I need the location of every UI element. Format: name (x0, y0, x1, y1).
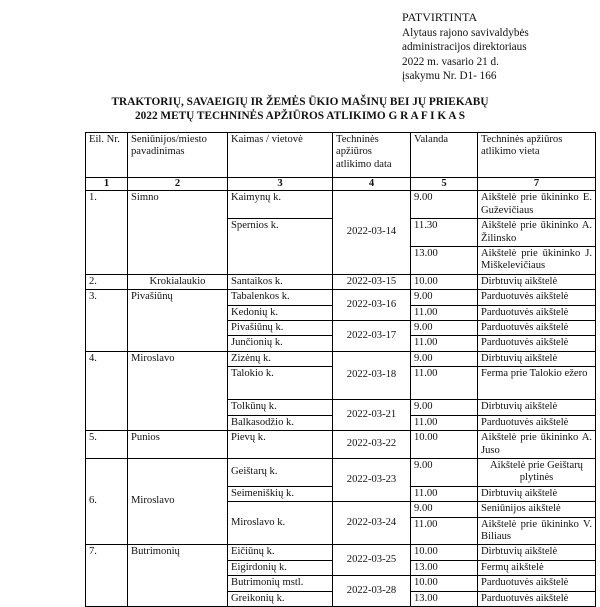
table-row (86, 191, 596, 219)
village-cell: Talokio k. (228, 367, 333, 400)
schedule-table (85, 132, 596, 607)
place-cell: Aikštelė prie ūkininko V. Biliaus (478, 517, 596, 545)
time-cell: 9.00 (411, 290, 478, 305)
table-row (86, 431, 596, 459)
approval-block (402, 10, 529, 84)
row-number: 6. (86, 458, 128, 544)
village-cell: Tolkūnų k. (228, 400, 333, 415)
place-cell: Aikštelė prie ūkininko A. Žilinsko (478, 219, 596, 247)
date-cell: 2022-03-14 (333, 191, 411, 274)
row-number: 1. (86, 191, 128, 274)
time-cell: 11.00 (411, 367, 478, 400)
time-cell: 11.00 (411, 517, 478, 545)
time-cell: 13.00 (411, 560, 478, 575)
village-cell: Tabalenkos k. (228, 290, 333, 305)
time-cell: 9.00 (411, 351, 478, 366)
village-cell: Junčionių k. (228, 336, 333, 351)
seniunija-cell: Butrimonių (128, 545, 228, 607)
time-cell: 9.00 (411, 502, 478, 517)
column-number: 2 (128, 178, 228, 191)
date-cell: 2022-03-21 (333, 400, 411, 431)
time-cell: 11.00 (411, 415, 478, 430)
table-row (86, 545, 596, 560)
village-cell: Eičiūnų k. (228, 545, 333, 560)
document-title (0, 95, 600, 123)
table-row (86, 290, 596, 305)
seniunija-cell: Miroslavo (128, 351, 228, 430)
seniunija-cell: Krokialaukio (128, 274, 228, 289)
date-cell: 2022-03-28 (333, 576, 411, 607)
place-cell: Dirbtuvių aikštelė (478, 351, 596, 366)
time-cell: 10.00 (411, 274, 478, 289)
place-cell: Dirbtuvių aikštelė (478, 486, 596, 501)
row-number: 2. (86, 274, 128, 289)
place-cell: Parduotuvės aikštelė (478, 415, 596, 430)
time-cell: 10.00 (411, 576, 478, 591)
header-cell: Seniūnijos/miesto pavadinimas (128, 133, 228, 178)
place-cell: Ferma prie Talokio ežero (478, 367, 596, 400)
time-cell: 10.00 (411, 431, 478, 459)
place-cell: Dirbtuvių aikštelė (478, 545, 596, 560)
time-cell: 9.00 (411, 321, 478, 336)
village-cell: Santaikos k. (228, 274, 333, 289)
approval-line: įsakymu Nr. D1- 166 (402, 70, 497, 83)
place-cell: Aikštelė prie Geištarų plytinės (478, 458, 596, 486)
date-cell: 2022-03-15 (333, 274, 411, 289)
place-cell: Aikštelė prie ūkininko E. Guževičiaus (478, 191, 596, 219)
time-cell: 9.00 (411, 458, 478, 486)
row-number: 3. (86, 290, 128, 352)
place-cell: Parduotuvės aikštelė (478, 290, 596, 305)
row-number: 4. (86, 351, 128, 430)
row-number: 7. (86, 545, 128, 607)
column-number: 3 (228, 178, 333, 191)
header-cell: Techninės apžiūros atlikimo vieta (478, 133, 596, 178)
time-cell: 13.00 (411, 591, 478, 606)
date-cell: 2022-03-23 (333, 458, 411, 501)
time-cell: 10.00 (411, 545, 478, 560)
village-cell: Pivašiūnų k. (228, 321, 333, 336)
header-cell: Kaimas / vietovė (228, 133, 333, 178)
village-cell: Eigirdonių k. (228, 560, 333, 575)
date-cell: 2022-03-24 (333, 502, 411, 545)
village-cell: Zizėnų k. (228, 351, 333, 366)
place-cell: Aikštelė prie ūkininko A. Juso (478, 431, 596, 459)
seniunija-cell: Pivašiūnų (128, 290, 228, 352)
time-cell: 11.00 (411, 486, 478, 501)
place-cell: Seniūnijos aikštelė (478, 502, 596, 517)
seniunija-cell: Simno (128, 191, 228, 274)
table-row (86, 458, 596, 486)
header-cell: Eil. Nr. (86, 133, 128, 178)
time-cell: 9.00 (411, 400, 478, 415)
place-cell: Fermų aikštelė (478, 560, 596, 575)
place-cell: Dirbtuvių aikštelė (478, 400, 596, 415)
time-cell: 13.00 (411, 247, 478, 275)
time-cell: 11.30 (411, 219, 478, 247)
place-cell: Parduotuvės aikštelė (478, 336, 596, 351)
header-row (86, 133, 596, 178)
seniunija-cell: Miroslavo (128, 458, 228, 544)
title-line: TRAKTORIŲ, SAVAEIGIŲ IR ŽEMĖS ŪKIO MAŠINŲ BEI JŲ PRIEKABŲ (111, 96, 489, 108)
date-cell: 2022-03-17 (333, 321, 411, 352)
village-cell: Spernios k. (228, 219, 333, 275)
place-cell: Parduotuvės aikštelė (478, 305, 596, 320)
approval-line: 2022 m. vasario 21 d. (402, 55, 499, 68)
village-cell: Balkasodžio k. (228, 415, 333, 430)
time-cell: 11.00 (411, 336, 478, 351)
place-cell: Parduotuvės aikštelė (478, 591, 596, 606)
village-cell: Miroslavo k. (228, 502, 333, 545)
village-cell: Greikonių k. (228, 591, 333, 606)
table-row (86, 351, 596, 366)
seniunija-cell: Punios (128, 431, 228, 459)
date-cell: 2022-03-22 (333, 431, 411, 459)
place-cell: Parduotuvės aikštelė (478, 321, 596, 336)
village-cell: Geištarų k. (228, 458, 333, 486)
header-cell: Valanda (411, 133, 478, 178)
table-row (86, 274, 596, 289)
title-line: 2022 METŲ TECHNINĖS APŽIŪROS ATLIKIMO G R A F I K A S (135, 110, 465, 122)
column-number: 5 (411, 178, 478, 191)
date-cell: 2022-03-25 (333, 545, 411, 576)
column-number: 7 (478, 178, 596, 191)
village-cell: Kedonių k. (228, 305, 333, 320)
time-cell: 9.00 (411, 191, 478, 219)
column-number: 1 (86, 178, 128, 191)
date-cell: 2022-03-18 (333, 351, 411, 399)
place-cell: Dirbtuvių aikštelė (478, 274, 596, 289)
place-cell: Parduotuvės aikštelė (478, 576, 596, 591)
column-number-row (86, 178, 596, 191)
approval-line: administracijos direktoriaus (402, 41, 527, 54)
village-cell: Butrimonių mstl. (228, 576, 333, 591)
village-cell: Kaimynų k. (228, 191, 333, 219)
village-cell: Seimeniškių k. (228, 486, 333, 501)
village-cell: Pievų k. (228, 431, 333, 459)
header-cell: Techninės apžiūros atlikimo data (333, 133, 411, 178)
time-cell: 11.00 (411, 305, 478, 320)
approval-heading: PATVIRTINTA (402, 10, 478, 24)
approval-line: Alytaus rajono savivaldybės (402, 26, 529, 39)
column-number: 4 (333, 178, 411, 191)
date-cell: 2022-03-16 (333, 290, 411, 321)
place-cell: Aikštelė prie ūkininko J. Miškelevičiaus (478, 247, 596, 275)
row-number: 5. (86, 431, 128, 459)
